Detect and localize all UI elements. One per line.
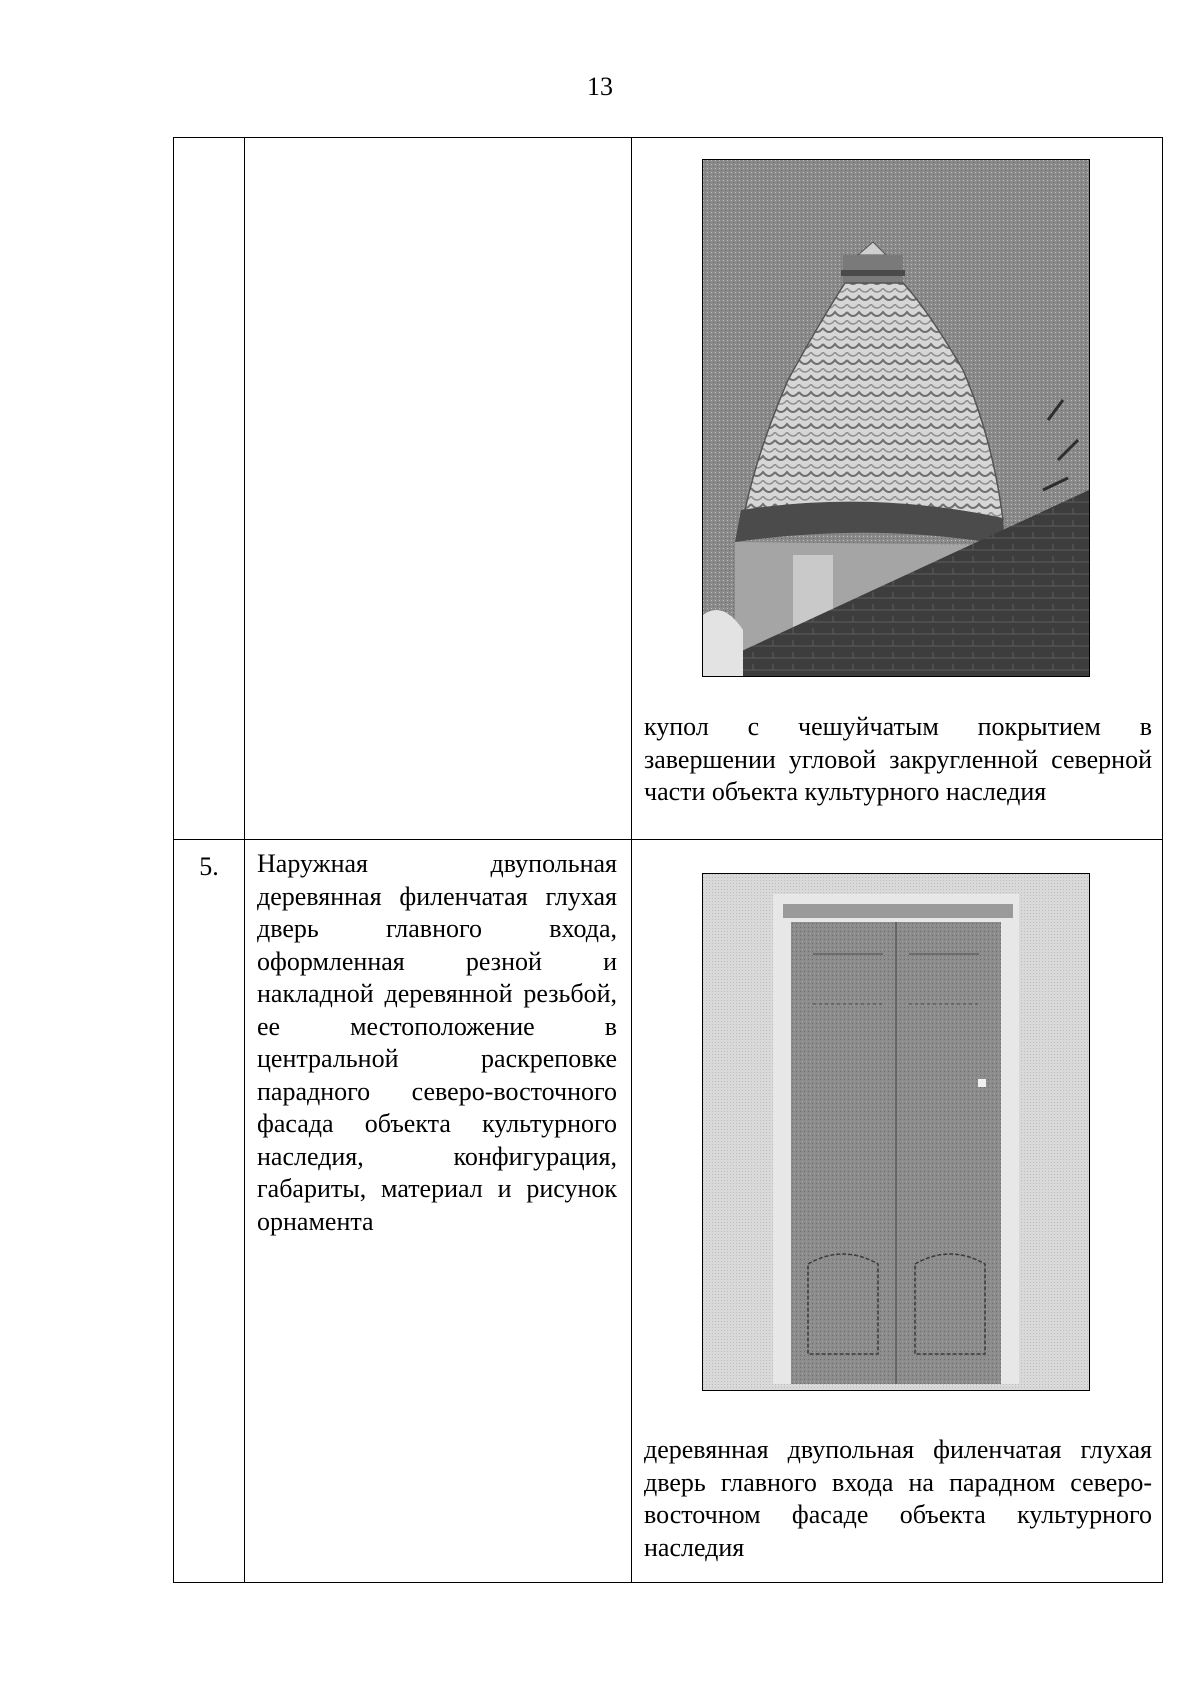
row-number-cell [174, 840, 245, 1583]
row-number: 5. [199, 852, 219, 881]
table-row [174, 840, 1163, 1583]
row-image-cell [632, 138, 1163, 840]
row-description-cell [245, 840, 632, 1583]
door-photo [702, 873, 1090, 1391]
row-description: Наружная двупольная деревянная филенчатая глухая дверь главного входа, оформленная резной и накладной деревянной резьбой, ее местоположение в центральной раскреповке парадного северо-восточного фасада объекта культурного наследия, конфигурация, габариты, материал и рисунок орнамента [257, 849, 617, 1236]
row-image-caption: деревянная двупольная филенчатая глухая дверь главного входа на парадном северо-восточном фасаде объекта культурного наследия [644, 1435, 1152, 1562]
row-number-cell [174, 138, 245, 840]
row-description-cell [245, 138, 632, 840]
row-image-cell [632, 840, 1163, 1583]
page-number: 13 [587, 72, 613, 101]
row-image-caption: купол с чешуйчатым покрытием в завершении угловой закругленной северной части объекта культурного наследия [644, 712, 1152, 806]
row-number [174, 138, 244, 150]
monuments-table [173, 137, 1163, 1583]
table-row [174, 138, 1163, 840]
row-description [245, 138, 631, 146]
dome-photo [702, 159, 1090, 677]
